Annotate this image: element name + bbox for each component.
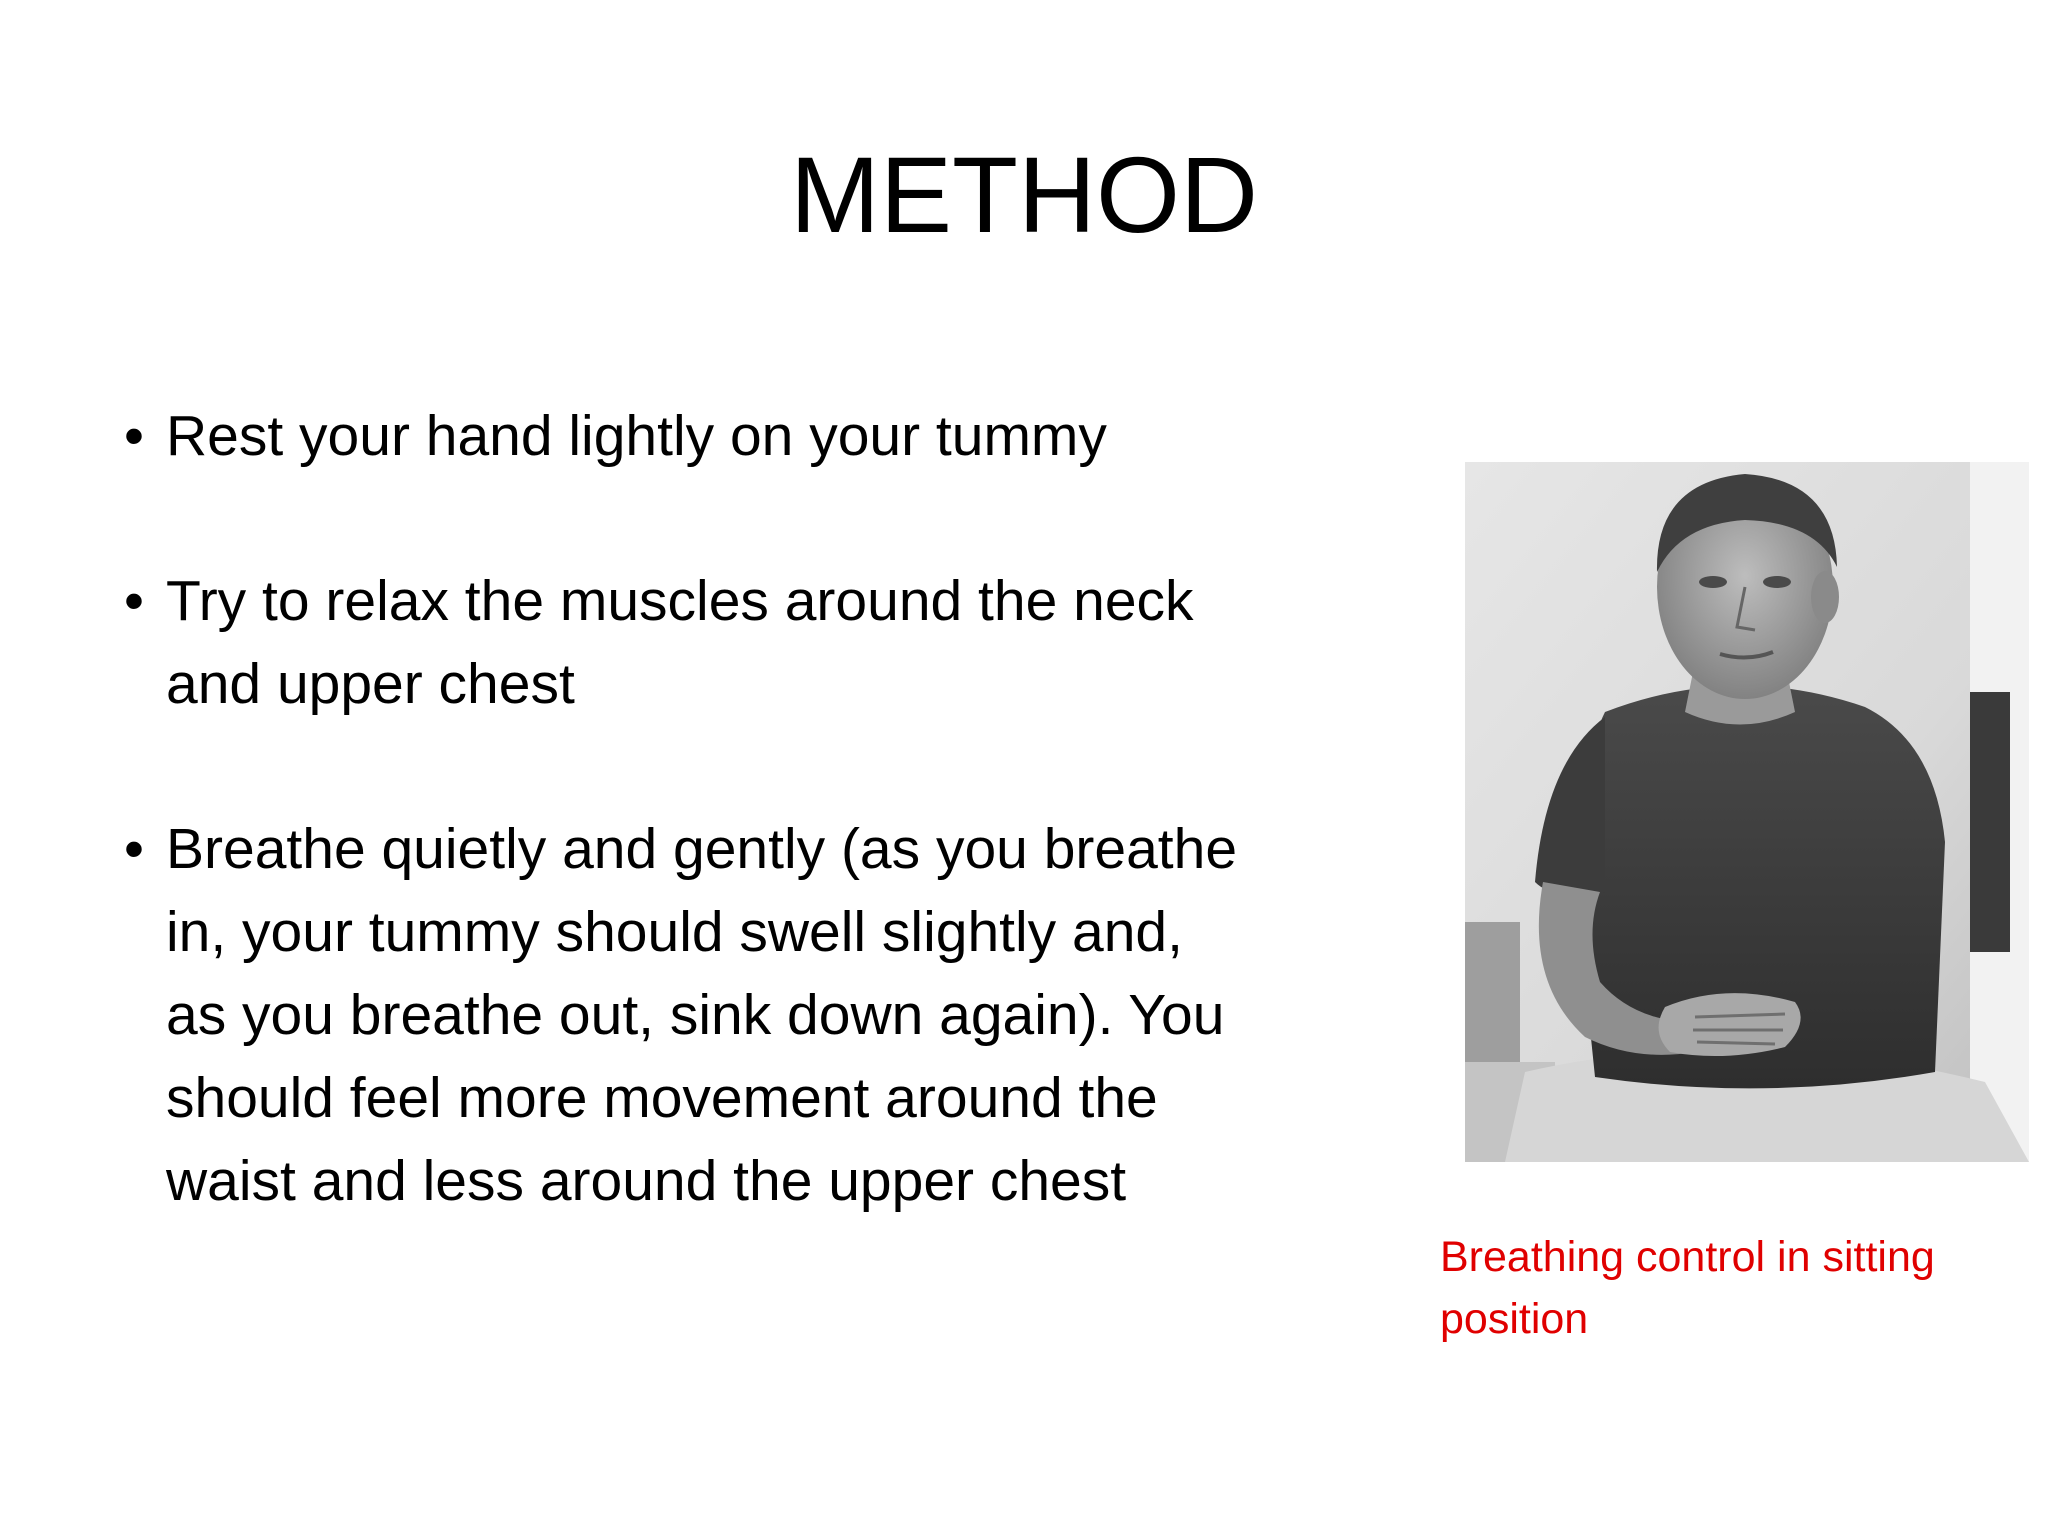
bullet-text: Breathe quietly and gently (as you breathe in, your tummy should swell slightly and, as you breathe out, sink down again). You should feel more movement around the waist and less around the upper chest: [166, 817, 1238, 1213]
bullet-item: [124, 808, 1374, 1223]
photo-caption: Breathing control in sitting position: [1440, 1233, 1935, 1343]
bullet-item: [124, 395, 1374, 478]
bullet-marker: •: [124, 569, 144, 633]
photo-illustration-icon: [1465, 462, 2029, 1162]
bullet-marker: •: [124, 817, 144, 881]
bullet-text: Rest your hand lightly on your tummy: [166, 404, 1107, 468]
bullet-text: Try to relax the muscles around the neck and upper chest: [166, 569, 1194, 716]
bullet-item: [124, 560, 1374, 726]
bullet-marker: •: [124, 404, 144, 468]
bullet-list: [124, 395, 1374, 1305]
person-breathing-photo: [1465, 462, 2029, 1162]
slide-title: METHOD: [790, 134, 1258, 255]
